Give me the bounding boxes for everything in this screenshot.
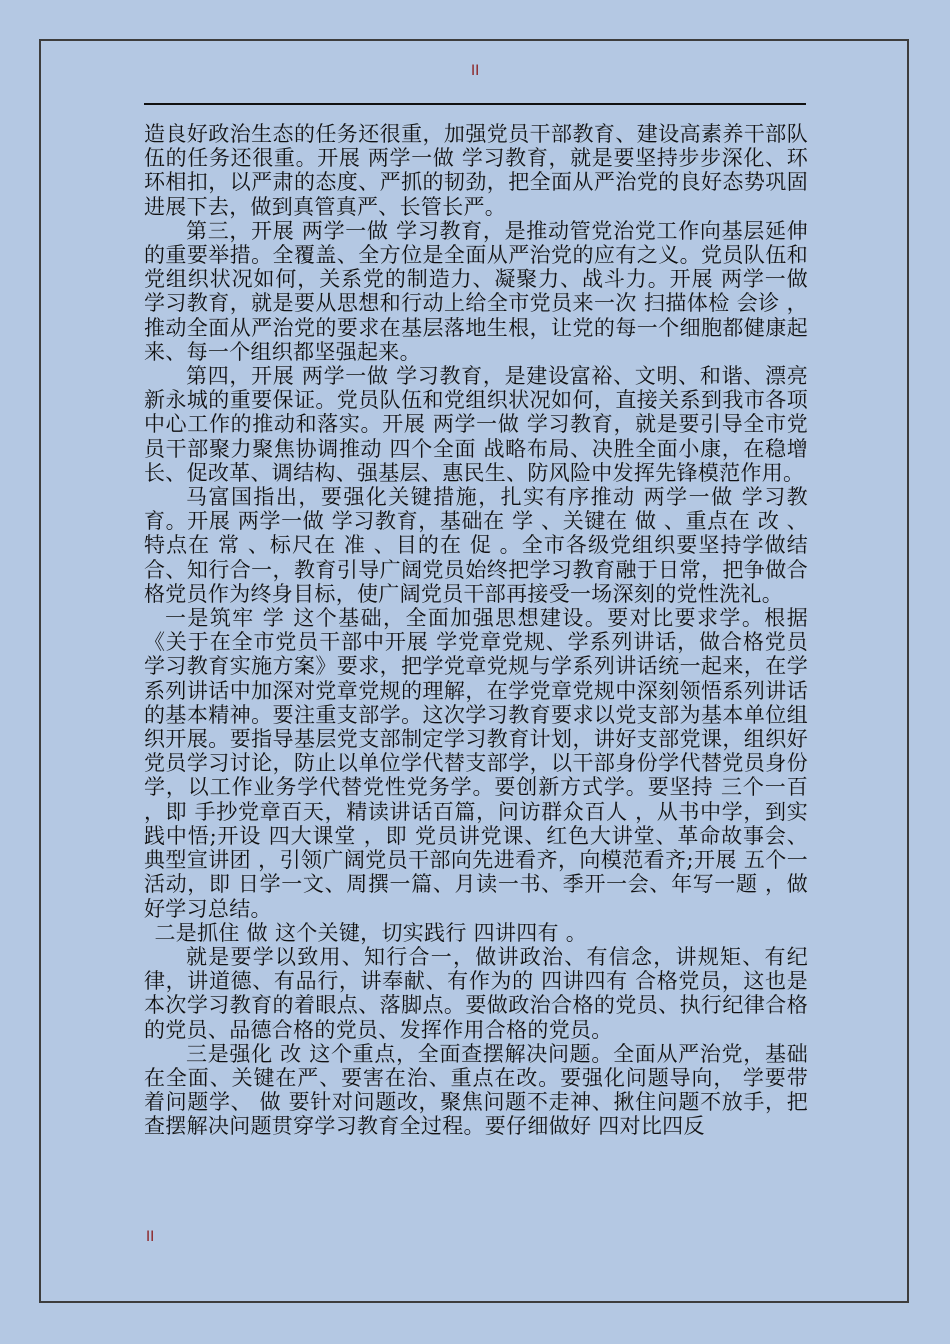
- header-page-mark: II: [471, 63, 480, 79]
- paragraph: 三是强化 改 这个重点，全面查摆解决问题。全面从严治党，基础在全面、关键在严、要害在治、重点在改。要强化问题导向， 学要带着问题学、 做 要针对问题改，聚焦问题不走神、揪住问题不放手，把查摆解决问题贯穿学习教育全过程。要仔细做好 四对比四反: [144, 1041, 808, 1139]
- paragraph: 一是筑牢 学 这个基础，全面加强思想建设。要对比要求学。根据《关于在全市党员干部中开展 学党章党规、学系列讲话，做合格党员 学习教育实施方案》要求，把学党章党规与学系列讲话统一起来，在学系列讲话中加深对党章党规的理解，在学党章党规中深刻领悟系列讲话的基本精神。要注重支部学。这次学习教育要求以党支部为基本单位组织开展。要指导基层党支部制定学习教育计划，讲好支部党课，组织好党员学习讨论，防止以单位学代替支部学，以干部身份学代替党员身份学，以工作业务学代替党性党务学。要创新方式学。要坚持 三个一百 ，即 手抄党章百天，精读讲话百篇，问访群众百人 ，从书中学，到实践中悟;开设 四大课堂 ，即 党员讲党课、红色大讲堂、革命故事会、典型宣讲团 ，引领广阔党员干部向先进看齐，向模范看齐;开展 五个一 活动，即 日学一文、周撰一篇、月读一书、季开一会、年写一题 ，做好学习总结。: [144, 606, 808, 921]
- header-divider: [144, 103, 806, 105]
- document-body: [144, 122, 808, 1139]
- footer-page-mark: II: [146, 1229, 155, 1245]
- paragraph: 二是抓住 做 这个关键，切实践行 四讲四有 。: [154, 920, 588, 945]
- paragraph: 马富国指出，要强化关键措施，扎实有序推动 两学一做 学习教育。开展 两学一做 学习教育，基础在 学 、关键在 做 、重点在 改 、特点在 常 、标尺在 准 、目的在 促 。全市各级党组织要坚持学做结合、知行合一，教育引导广阔党员始终把学习教育融于日常，把争做合格党员作为终身目标，使广阔党员干部再接受一场深刻的党性洗礼。: [144, 485, 808, 606]
- paragraph: 造良好政治生态的任务还很重，加强党员干部教育、建设高素养干部队伍的任务还很重。开展 两学一做 学习教育，就是要坚持步步深化、环环相扣，以严肃的态度、严抓的韧劲，把全面从严治党的良好态势巩固进展下去，做到真管真严、长管长严。: [144, 122, 808, 219]
- paragraph: 就是要学以致用、知行合一，做讲政治、有信念，讲规矩、有纪律，讲道德、有品行，讲奉献、有作为的 四讲四有 合格党员，这也是本次学习教育的着眼点、落脚点。要做政治合格的党员、执行纪律合格的党员、品德合格的党员、发挥作用合格的党员。: [144, 944, 808, 1042]
- paragraph: 第三，开展 两学一做 学习教育，是推动管党治党工作向基层延伸的重要举措。全覆盖、全方位是全面从严治党的应有之义。党员队伍和党组织状况如何，关系党的制造力、凝聚力、战斗力。开展 两学一做 学习教育，就是要从思想和行动上给全市党员来一次 扫描体检 会诊 ，推动全面从严治党的要求在基层落地生根，让党的每一个细胞都健康起来、每一个组织都坚强起来。: [144, 218, 808, 364]
- paragraph: 第四，开展 两学一做 学习教育，是建设富裕、文明、和谐、漂亮新永城的重要保证。党员队伍和党组织状况如何，直接关系到我市各项中心工作的推动和落实。开展 两学一做 学习教育，就是要引导全市党员干部聚力聚焦协调推动 四个全面 战略布局、决胜全面小康，在稳增长、促改革、调结构、强基层、惠民生、防风险中发挥先锋模范作用。: [144, 364, 808, 485]
